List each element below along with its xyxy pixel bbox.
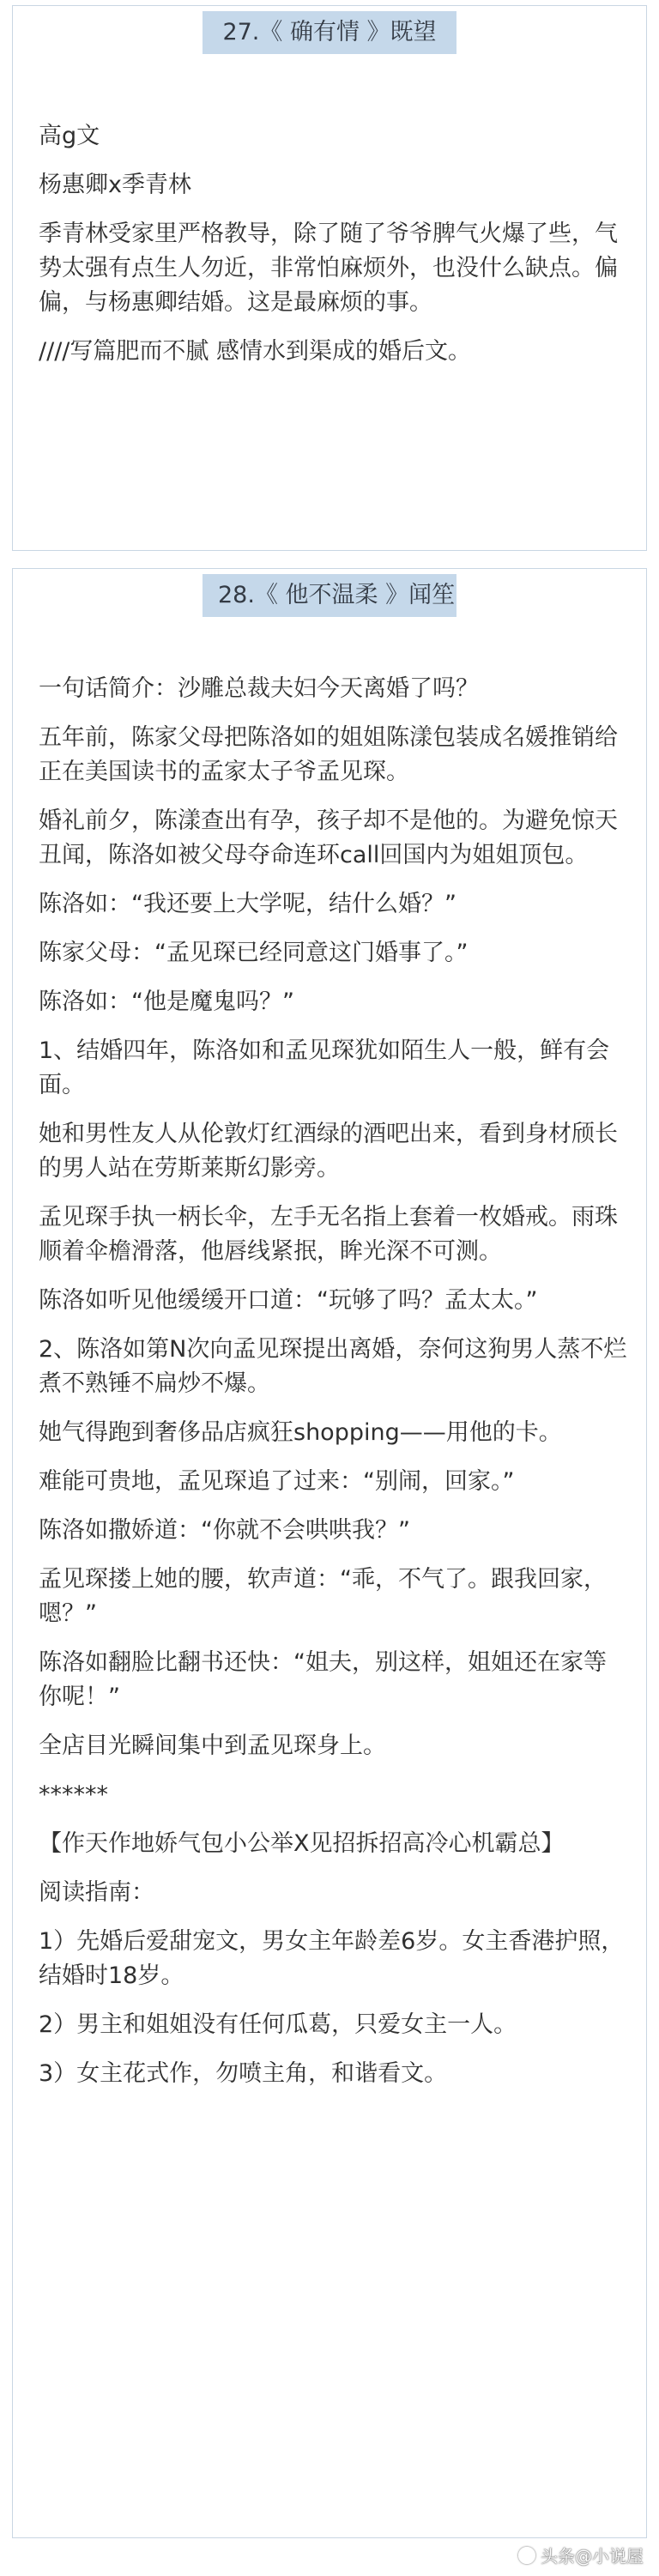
watermark-logo-icon	[518, 2547, 535, 2564]
desc-line: 2、陈洛如第N次向孟见琛提出离婚，奈何这狗男人蒸不烂煮不熟锤不扁炒不爆。	[39, 1336, 627, 1397]
desc-line: 高g文	[39, 123, 100, 149]
book-description-2	[39, 672, 629, 2106]
desc-line: 孟见琛手执一柄长伞，左手无名指上套着一枚婚戒。雨珠顺着伞檐滑落，他唇线紧抿，眸光深不可测。	[39, 1204, 618, 1265]
book-description-1	[39, 119, 629, 384]
desc-line: 陈家父母：“孟见琛已经同意这门婚事了。”	[39, 940, 469, 966]
desc-line: 孟见琛搂上她的腰，软声道：“乖，不气了。跟我回家，嗯？”	[39, 1566, 607, 1627]
reading-guide-item: 2）男主和姐姐没有任何瓜葛，只爱女主一人。	[39, 2011, 517, 2038]
desc-line: 婚礼前夕，陈漾查出有孕，孩子却不是他的。为避免惊天丑闻，陈洛如被父母夺命连环call回国内为姐姐顶包。	[39, 807, 618, 868]
desc-line: 全店目光瞬间集中到孟见琛身上。	[39, 1732, 386, 1759]
desc-line: 五年前，陈家父母把陈洛如的姐姐陈漾包装成名媛推销给正在美国读书的孟家太子爷孟见琛。	[39, 724, 618, 785]
watermark	[518, 2543, 644, 2567]
desc-line: 杨惠卿x季青林	[39, 172, 191, 198]
desc-line: 季青林受家里严格教导，除了随了爷爷脾气火爆了些，气势太强有点生人勿近，非常怕麻烦外，也没什么缺点。偏偏，与杨惠卿结婚。这是最麻烦的事。	[39, 221, 618, 316]
book-card-2	[12, 568, 647, 2538]
desc-line: 【作天作地娇气包小公举X见招拆招高冷心机霸总】	[39, 1830, 565, 1857]
reading-guide-item: 3）女主花式作，勿喷主角，和谐看文。	[39, 2060, 448, 2087]
book-title-1: 27.《 确有情 》既望	[203, 11, 456, 54]
book-card-1	[12, 5, 647, 551]
desc-line: 陈洛如：“他是魔鬼吗？”	[39, 989, 294, 1015]
desc-line: 难能可贵地，孟见琛追了过来：“别闹，回家。”	[39, 1468, 515, 1495]
reading-guide-heading: 阅读指南：	[39, 1879, 154, 1906]
desc-line: 陈洛如撒娇道：“你就不会哄哄我？”	[39, 1517, 410, 1544]
desc-line: 她气得跑到奢侈品店疯狂shopping——用他的卡。	[39, 1419, 562, 1446]
book-title-2: 28.《 他不温柔 》闻笙	[203, 574, 456, 617]
desc-line: 陈洛如翻脸比翻书还快：“姐夫，别这样，姐姐还在家等你呢！”	[39, 1649, 607, 1710]
desc-line: 陈洛如：“我还要上大学呢，结什么婚？”	[39, 891, 456, 917]
desc-line: 陈洛如听见他缓缓开口道：“玩够了吗？孟太太。”	[39, 1287, 538, 1314]
reading-guide-item: 1）先婚后爱甜宠文，男女主年龄差6岁。女主香港护照，结婚时18岁。	[39, 1928, 625, 1989]
desc-line: 她和男性友人从伦敦灯红酒绿的酒吧出来，看到身材颀长的男人站在劳斯莱斯幻影旁。	[39, 1121, 618, 1182]
desc-line: 一句话简介：沙雕总裁夫妇今天离婚了吗？	[39, 675, 479, 702]
desc-line: 1、结婚四年，陈洛如和孟见琛犹如陌生人一般，鲜有会面。	[39, 1037, 610, 1098]
watermark-text: 头条@小说屋	[541, 2546, 644, 2567]
separator-stars: ******	[39, 1781, 108, 1808]
desc-line: ////写篇肥而不腻 感情水到渠成的婚后文。	[39, 338, 471, 365]
